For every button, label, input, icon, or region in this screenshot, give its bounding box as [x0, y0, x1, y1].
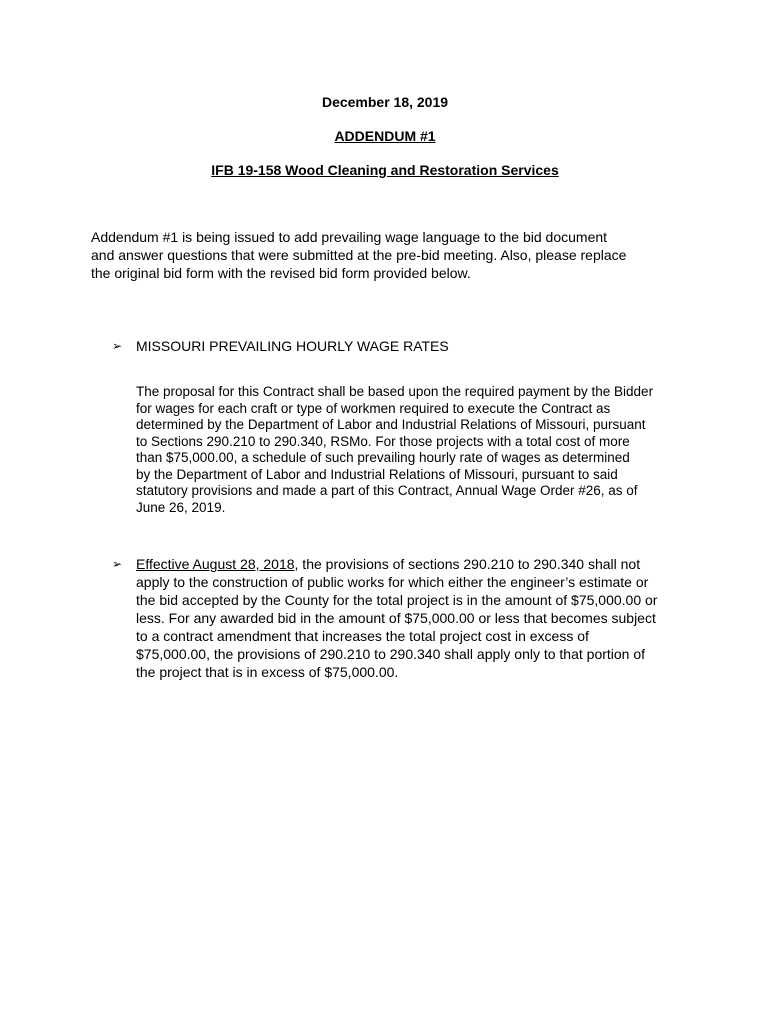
paragraph-line: less. For any awarded bid in the amount of $75,000.00 or less that becomes subject	[136, 610, 656, 626]
ifb-title-text: IFB 19-158 Wood Cleaning and Restoration Services	[211, 162, 559, 178]
intro-line: Addendum #1 is being issued to add prevailing wage language to the bid document	[91, 229, 608, 245]
paragraph-line: apply to the construction of public works for which either the engineer’s estimate or	[136, 574, 649, 590]
section1-paragraph	[136, 384, 701, 516]
paragraph-line: The proposal for this Contract shall be based upon the required payment by the Bidder	[136, 384, 654, 399]
paragraph-line: determined by the Department of Labor and Industrial Relations of Missouri, pursuant	[136, 417, 646, 432]
arrow-bullet-icon: ➢	[112, 339, 123, 353]
document-date: December 18, 2019	[321, 94, 449, 110]
intro-paragraph	[91, 228, 691, 282]
section2-paragraph	[136, 555, 706, 681]
ifb-title	[0, 162, 770, 179]
addendum-title	[0, 128, 770, 145]
paragraph-line: statutory provisions and made a part of this Contract, Annual Wage Order #26, as of	[136, 483, 638, 498]
paragraph-line: June 26, 2019.	[136, 499, 226, 515]
paragraph-line: for wages for each craft or type of workmen required to execute the Contract as	[136, 400, 611, 416]
paragraph-line: the bid accepted by the County for the total project is in the amount of $75,000.00 or	[136, 592, 658, 608]
effective-date-underlined: Effective August 28, 2018	[136, 556, 295, 572]
section1-heading: MISSOURI PREVAILING HOURLY WAGE RATES	[136, 338, 449, 354]
arrow-bullet-icon: ➢	[112, 557, 123, 571]
paragraph-line: the project that is in excess of $75,000.00.	[136, 664, 399, 680]
addendum-title-text: ADDENDUM #1	[334, 128, 436, 144]
paragraph-line: by the Department of Labor and Industrial Relations of Missouri, pursuant to said	[136, 466, 618, 482]
section2-first-line	[136, 555, 706, 573]
paragraph-line: to Sections 290.210 to 290.340, RSMo. For those projects with a total cost of more	[136, 433, 630, 449]
intro-line: the original bid form with the revised bid form provided below.	[91, 265, 471, 281]
paragraph-line: to a contract amendment that increases the total project cost in excess of	[136, 628, 589, 644]
intro-line: and answer questions that were submitted at the pre-bid meeting. Also, please replace	[91, 247, 627, 263]
paragraph-line: $75,000.00, the provisions of 290.210 to 290.340 shall apply only to that portion of	[136, 646, 646, 662]
section2-first-line-rest: , the provisions of sections 290.210 to 290.340 shall not	[294, 556, 641, 572]
paragraph-line: than $75,000.00, a schedule of such prevailing hourly rate of wages as determined	[136, 450, 630, 465]
